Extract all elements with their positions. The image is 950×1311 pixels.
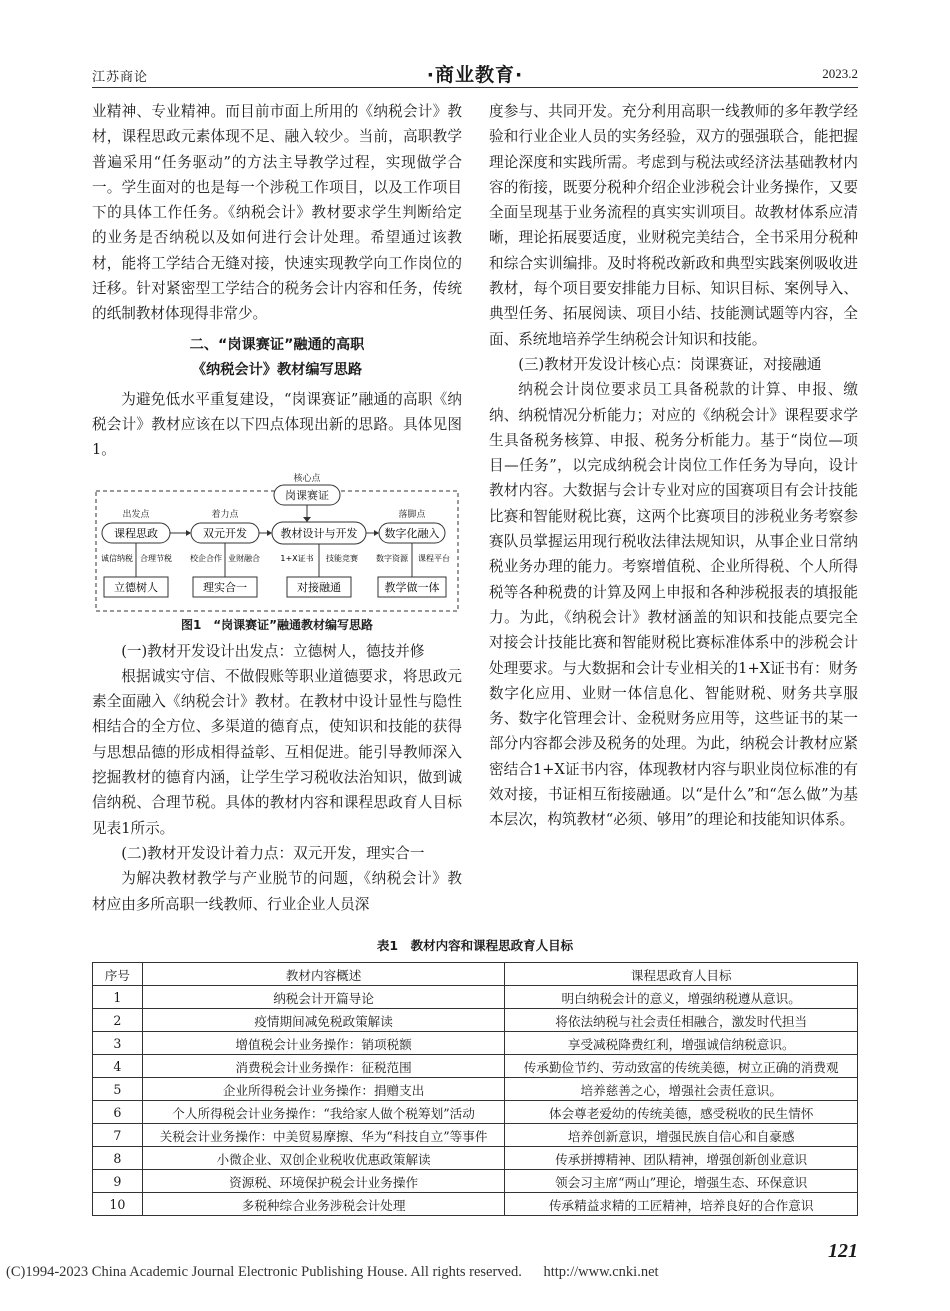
node-main-text: 双元开发 [203, 526, 247, 540]
paragraph: 度参与、共同开发。充分利用高职一线教师的多年教学经验和行业企业人员的实务经验，双方的强强联合，能把握理论深度和实践所需。考虑到与税法或经济法基础教材内容的衔接，既要分税种介绍企业涉税会计业务操作，又要全面呈现基于业务流程的真实实训项目。故教材体系应清晰，理论拓展要适度，业财税完美结合，全书采用分税种和综合实训编排。及时将税改新政和典型实践案例吸收进教材，每个项目要安排能力目标、知识目标、案例导入、典型任务、拓展阅读、项目小结、技能测试题等内容，全面、系统地培养学生纳税会计知识和技能。 [489, 103, 858, 348]
table-row [93, 1170, 858, 1193]
subsection-heading: (一)教材开发设计出发点：立德树人，德技并修 [121, 642, 425, 660]
section-title: 二、“岗课赛证”融通的高职 [189, 336, 365, 353]
table-caption: 表1 教材内容和课程思政育人目标 [376, 938, 574, 953]
flow-diagram [92, 473, 462, 615]
table-cell: 企业所得税会计业务操作：捐赠支出 [142, 1078, 505, 1101]
node-tag: 合理节税 [140, 553, 172, 563]
section-title: 《纳税会计》教材编写思路 [191, 361, 363, 378]
section-name: ·商业教育· [426, 64, 524, 86]
node-main-text: 课程思政 [114, 526, 158, 540]
table-cell: 3 [93, 1032, 143, 1055]
table-cell: 10 [93, 1193, 143, 1216]
table-cell: 小微企业、双创企业税收优惠政策解读 [142, 1147, 505, 1170]
node-tag: 数字资源 [376, 553, 408, 563]
table-cell: 领会习主席“两山”理论，增强生态、环保意识 [505, 1170, 858, 1193]
table-cell: 传承拼搏精神、团队精神，增强创新创业意识 [505, 1147, 858, 1170]
paragraph: 纳税会计岗位要求员工具备税款的计算、申报、缴纳、纳税情况分析能力；对应的《纳税会计》课程要求学生具备税务核算、申报、税务分析能力。基于“岗位—项目—任务”，以完成纳税会计岗位工作任务为导向，设计教材内容。大数据与会计专业对应的国赛项目有会计技能比赛和智能财税比赛，这两个比赛项目的涉税业务考察参赛队员掌握运用现行税收法律法规知识，从事企业日常纳税业务办理的能力。考察增值税、企业所得税、个人所得税等各种税费的计算及网上申报和各种涉税报表的填报能力。为此，《纳税会计》教材涵盖的知识和技能点要完全对接会计技能比赛和智能财税比赛标准体系中的涉税会计处理要求。与大数据和会计专业相关的1+X证书有：财务数字化应用、业财一体信息化、智能财税、财务共享服务、数字化管理会计、金税财务应用等，这些证书的某一部分内容都会涉及税务的处理。为此，纳税会计教材应紧密结合1+X证书内容，体现教材内容与职业岗位标准的有效对接，书证相互衔接融通。以“是什么”和“怎么做”为基本层次，构筑教材“必须、够用”的理论和技能知识体系。 [489, 381, 858, 829]
paragraph: 为避免低水平重复建设，“岗课赛证”融通的高职《纳税会计》教材应该在以下四点体现出新的思路。具体见图1。 [92, 390, 462, 459]
node-tag: 技能竞赛 [326, 553, 358, 563]
paragraph: 为解决教材教学与产业脱节的问题，《纳税会计》教材应由多所高职一线教师、行业企业人员深 [92, 870, 462, 913]
table-cell: 多税种综合业务涉税会计处理 [142, 1193, 505, 1216]
core-arrow-head [303, 517, 311, 522]
node-top-label: 落脚点 [398, 509, 426, 520]
page-header [92, 60, 858, 86]
column-header: 教材内容概述 [142, 963, 505, 986]
figure-caption: 图1 “岗课赛证”融通教材编写思路 [180, 617, 374, 632]
table-cell: 体会尊老爱幼的传统美德，感受税收的民生情怀 [505, 1101, 858, 1124]
footer-url[interactable]: http://www.cnki.net [543, 1264, 659, 1280]
table-cell: 明白纳税会计的意义，增强纳税遵从意识。 [505, 986, 858, 1009]
table-cell: 关税会计业务操作：中美贸易摩擦、华为“科技自立”等事件 [142, 1124, 505, 1147]
table-row [93, 1124, 858, 1147]
node-tag: 1+X证书 [280, 553, 314, 563]
column-header: 课程思政育人目标 [505, 963, 858, 986]
paragraph: 根据诚实守信、不做假账等职业道德要求，将思政元素全面融入《纳税会计》教材。在教材中设计显性与隐性相结合的全方位、多渠道的德育点，使知识和技能的获得与思想品德的形成相得益彰、互相促进。能引导教师深入挖掘教材的德育内涵，让学生学习税收法治知识，做到诚信纳税、合理节税。具体的教材内容和课程思政育人目标见表1所示。 [92, 667, 462, 837]
table-cell: 个人所得税会计业务操作：“我给家人做个税筹划”活动 [142, 1101, 505, 1124]
table-row [93, 1078, 858, 1101]
subsection-heading: (二)教材开发设计着力点：双元开发，理实合一 [121, 844, 425, 862]
core-text: 岗课赛证 [285, 488, 329, 502]
journal-name: 江苏商论 [92, 70, 149, 85]
right-column [489, 99, 858, 833]
page-number: 121 [828, 1240, 858, 1262]
table-cell: 4 [93, 1055, 143, 1078]
table-row [93, 1055, 858, 1078]
issue-number: 2023.2 [822, 66, 858, 81]
table-header-row [93, 963, 858, 986]
table-cell: 7 [93, 1124, 143, 1147]
paragraph: 业精神、专业精神。而目前市面上所用的《纳税会计》教材，课程思政元素体现不足、融入较少。当前，高职教学普遍采用“任务驱动”的方法主导教学过程，实现做学合一。学生面对的也是每一个涉税工作项目，以及工作项目下的具体工作任务。《纳税会计》教材要求学生判断给定的业务是否纳税以及如何进行会计处理。希望通过该教材，能将工学结合无缝对接，快速实现教学向工作岗位的迁移。针对紧密型工学结合的税务会计内容和任务，传统的纸制教材体现得非常少。 [92, 103, 462, 323]
node-tag: 业财融合 [228, 553, 260, 563]
table-row [93, 1101, 858, 1124]
node-bottom-text: 理实合一 [203, 580, 247, 594]
node-main-text: 数字化融入 [384, 526, 440, 540]
table-cell: 6 [93, 1101, 143, 1124]
node-bottom-text: 对接融通 [297, 580, 341, 594]
table-cell: 纳税会计开篇导论 [142, 986, 505, 1009]
table-cell: 5 [93, 1078, 143, 1101]
table-cell: 增值税会计业务操作：销项税额 [142, 1032, 505, 1055]
table-cell: 消费税会计业务操作：征税范围 [142, 1055, 505, 1078]
header-rule [92, 87, 858, 88]
subsection-heading: (三)教材开发设计核心点：岗课赛证，对接融通 [518, 355, 822, 373]
curriculum-table [92, 962, 858, 1216]
node-tag: 课程平台 [418, 553, 450, 563]
node-bottom-text: 立德树人 [114, 580, 158, 594]
node-top-label: 着力点 [211, 509, 239, 520]
table-row [93, 1147, 858, 1170]
copyright-footer [6, 1264, 677, 1281]
table-cell: 传承精益求精的工匠精神，培养良好的合作意识 [505, 1193, 858, 1216]
table-cell: 培养慈善之心，增强社会责任意识。 [505, 1078, 858, 1101]
table-cell: 9 [93, 1170, 143, 1193]
node-tag: 校企合作 [190, 553, 222, 563]
column-header: 序号 [93, 963, 143, 986]
table-cell: 8 [93, 1147, 143, 1170]
node-tag: 诚信纳税 [101, 553, 133, 563]
table-cell: 2 [93, 1009, 143, 1032]
table-cell: 疫情期间减免税政策解读 [142, 1009, 505, 1032]
copyright-text: (C)1994-2023 China Academic Journal Electronic Publishing House. All rights reserved. [6, 1264, 522, 1280]
table-cell: 资源税、环境保护税会计业务操作 [142, 1170, 505, 1193]
table-row [93, 986, 858, 1009]
node-top-label: 出发点 [122, 509, 150, 520]
core-label: 核心点 [293, 473, 321, 484]
table-row [93, 1009, 858, 1032]
node-main-text: 教材设计与开发 [280, 526, 358, 540]
table-cell: 传承勤俭节约、劳动致富的传统美德，树立正确的消费观 [505, 1055, 858, 1078]
figure-1 [92, 473, 462, 615]
table-cell: 将依法纳税与社会责任相融合，激发时代担当 [505, 1009, 858, 1032]
node-bottom-text: 教学做一体 [384, 580, 440, 594]
table-cell: 1 [93, 986, 143, 1009]
table-cell: 培养创新意识，增强民族自信心和自豪感 [505, 1124, 858, 1147]
table-row [93, 1032, 858, 1055]
left-column [92, 99, 462, 917]
table-cell: 享受减税降费红利，增强诚信纳税意识。 [505, 1032, 858, 1055]
table-row [93, 1193, 858, 1216]
